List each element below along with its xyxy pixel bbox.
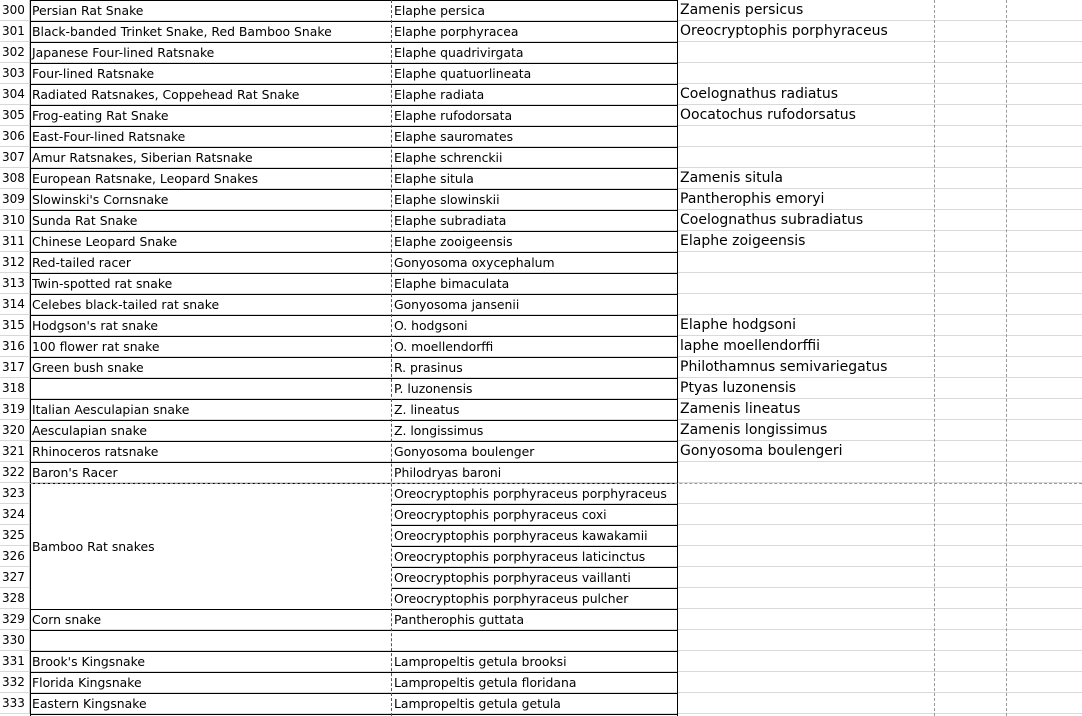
row-header[interactable]: 323 <box>0 483 30 504</box>
cell-c[interactable] <box>678 651 934 672</box>
cell-e[interactable] <box>1006 273 1082 294</box>
page-break-line <box>30 483 1082 484</box>
cell-c[interactable] <box>678 630 934 651</box>
cell-border <box>30 399 678 400</box>
cell-d[interactable] <box>934 105 1006 126</box>
table-row <box>0 252 1082 273</box>
row-header[interactable]: 322 <box>0 462 30 483</box>
table-row <box>0 441 1082 462</box>
scientific-name: Lampropeltis getula getula <box>394 696 561 711</box>
common-name: Black-banded Trinket Snake, Red Bamboo Snake <box>32 24 332 39</box>
cell-c[interactable] <box>678 126 934 147</box>
cell-e[interactable] <box>1006 630 1082 651</box>
cell-border <box>392 504 678 505</box>
scientific-name: Oreocryptophis porphyraceus kawakamii <box>394 528 648 543</box>
common-name: Four-lined Ratsnake <box>32 66 155 81</box>
cell-e[interactable] <box>1006 210 1082 231</box>
cell-d[interactable] <box>934 273 1006 294</box>
cell-d[interactable] <box>934 252 1006 273</box>
row-header[interactable]: 302 <box>0 42 30 63</box>
row-header[interactable]: 311 <box>0 231 30 252</box>
row-header[interactable]: 314 <box>0 294 30 315</box>
row-header[interactable]: 333 <box>0 693 30 714</box>
cell-c[interactable] <box>678 252 934 273</box>
common-name: Twin-spotted rat snake <box>32 276 173 291</box>
cell-e[interactable] <box>1006 693 1082 714</box>
scientific-name: R. prasinus <box>394 360 463 375</box>
scientific-name: Oreocryptophis porphyraceus coxi <box>394 507 607 522</box>
cell-d[interactable] <box>934 630 1006 651</box>
cell-border <box>30 336 678 337</box>
row-header[interactable]: 330 <box>0 630 30 651</box>
cell-c[interactable] <box>678 693 934 714</box>
cell-c[interactable] <box>678 63 934 84</box>
current-name: Elaphe hodgsoni <box>680 317 796 333</box>
cell-c[interactable] <box>678 273 934 294</box>
cell-e[interactable] <box>1006 0 1082 21</box>
scientific-name: Elaphe bimaculata <box>394 276 510 291</box>
table-row <box>0 693 1082 714</box>
scientific-name: P. luzonensis <box>394 381 473 396</box>
scientific-name: Gonyosoma jansenii <box>394 297 520 312</box>
cell-e[interactable] <box>1006 105 1082 126</box>
cell-border <box>30 378 678 379</box>
current-name: Pantherophis emoryi <box>680 191 825 207</box>
common-name: Rhinoceros ratsnake <box>32 444 159 459</box>
cell-border <box>30 714 678 715</box>
cell-d[interactable] <box>934 525 1006 546</box>
cell-border <box>30 21 678 22</box>
table-row <box>0 105 1082 126</box>
row-header[interactable]: 307 <box>0 147 30 168</box>
scientific-name: Lampropeltis getula floridana <box>394 675 577 690</box>
cell-border <box>30 609 678 610</box>
current-name: Oreocryptophis porphyraceus <box>680 23 888 39</box>
scientific-name: Elaphe schrenckii <box>394 150 503 165</box>
common-name: Eastern Kingsnake <box>32 696 147 711</box>
column-border <box>30 0 31 716</box>
row-header[interactable]: 318 <box>0 378 30 399</box>
scientific-name: Elaphe rufodorsata <box>394 108 513 123</box>
cell-e[interactable] <box>1006 315 1082 336</box>
cell-e[interactable] <box>1006 126 1082 147</box>
cell-border <box>30 462 678 463</box>
common-name: Radiated Ratsnakes, Coppehead Rat Snake <box>32 87 300 102</box>
scientific-name: Elaphe quadrivirgata <box>394 45 524 60</box>
cell-d[interactable] <box>934 378 1006 399</box>
common-name: Slowinski's Cornsnake <box>32 192 169 207</box>
row-header[interactable]: 320 <box>0 420 30 441</box>
row-header[interactable]: 310 <box>0 210 30 231</box>
cell-border <box>30 210 678 211</box>
table-row <box>0 336 1082 357</box>
scientific-name: O. hodgsoni <box>394 318 468 333</box>
common-name: Celebes black-tailed rat snake <box>32 297 220 312</box>
cell-c[interactable] <box>678 588 934 609</box>
cell-d[interactable] <box>934 147 1006 168</box>
cell-e[interactable] <box>1006 441 1082 462</box>
common-name: 100 flower rat snake <box>32 339 160 354</box>
cell-e[interactable] <box>1006 420 1082 441</box>
cell-e[interactable] <box>1006 336 1082 357</box>
scientific-name: Elaphe radiata <box>394 87 485 102</box>
cell-border <box>30 189 678 190</box>
cell-d[interactable] <box>934 21 1006 42</box>
column-gridline <box>934 0 935 716</box>
cell-c[interactable] <box>678 672 934 693</box>
row-header[interactable]: 332 <box>0 672 30 693</box>
cell-border <box>30 672 678 673</box>
cell-e[interactable] <box>1006 357 1082 378</box>
row-header[interactable]: 319 <box>0 399 30 420</box>
common-name: Sunda Rat Snake <box>32 213 138 228</box>
cell-d[interactable] <box>934 294 1006 315</box>
cell-d[interactable] <box>934 588 1006 609</box>
table-row <box>0 210 1082 231</box>
common-name: Japanese Four-lined Ratsnake <box>32 45 215 60</box>
cell-b[interactable] <box>392 630 678 651</box>
cell-c[interactable] <box>678 504 934 525</box>
cell-e[interactable] <box>1006 168 1082 189</box>
scientific-name: Oreocryptophis porphyraceus porphyraceus <box>394 486 667 501</box>
scientific-name: Elaphe persica <box>394 3 486 18</box>
cell-d[interactable] <box>934 609 1006 630</box>
table-row <box>0 651 1082 672</box>
current-name: laphe moellendorffii <box>680 338 821 354</box>
row-header[interactable]: 327 <box>0 567 30 588</box>
row-header[interactable]: 301 <box>0 21 30 42</box>
row-header[interactable]: 304 <box>0 84 30 105</box>
common-name: Florida Kingsnake <box>32 675 142 690</box>
cell-e[interactable] <box>1006 546 1082 567</box>
cell-d[interactable] <box>934 546 1006 567</box>
cell-e[interactable] <box>1006 147 1082 168</box>
cell-border <box>30 126 678 127</box>
cell-border <box>30 441 678 442</box>
scientific-name: Elaphe zooigeensis <box>394 234 513 249</box>
table-row <box>0 357 1082 378</box>
common-name: Red-tailed racer <box>32 255 131 270</box>
scientific-name: Elaphe slowinskii <box>394 192 500 207</box>
cell-d[interactable] <box>934 336 1006 357</box>
table-row <box>0 126 1082 147</box>
row-header[interactable]: 306 <box>0 126 30 147</box>
current-name: Oocatochus rufodorsatus <box>680 107 856 123</box>
table-row <box>0 231 1082 252</box>
cell-border <box>30 420 678 421</box>
table-row <box>0 84 1082 105</box>
column-border <box>391 0 392 716</box>
row-header[interactable]: 328 <box>0 588 30 609</box>
cell-border <box>30 63 678 64</box>
cell-d[interactable] <box>934 168 1006 189</box>
row-header[interactable]: 313 <box>0 273 30 294</box>
current-name: Zamenis persicus <box>680 2 804 18</box>
cell-e[interactable] <box>1006 588 1082 609</box>
scientific-name: Lampropeltis getula brooksi <box>394 654 567 669</box>
cell-e[interactable] <box>1006 483 1082 504</box>
table-row <box>0 315 1082 336</box>
cell-d[interactable] <box>934 462 1006 483</box>
scientific-name: Elaphe quatuorlineata <box>394 66 532 81</box>
cell-c[interactable] <box>678 546 934 567</box>
common-name: European Ratsnake, Leopard Snakes <box>32 171 259 186</box>
cell-e[interactable] <box>1006 399 1082 420</box>
common-name: Brook's Kingsnake <box>32 654 146 669</box>
common-name: Aesculapian snake <box>32 423 147 438</box>
current-name: Coelognathus subradiatus <box>680 212 864 228</box>
cell-d[interactable] <box>934 231 1006 252</box>
scientific-name: Elaphe sauromates <box>394 129 514 144</box>
scientific-name: Gonyosoma boulenger <box>394 444 535 459</box>
cell-e[interactable] <box>1006 462 1082 483</box>
scientific-name: Oreocryptophis porphyraceus vaillanti <box>394 570 631 585</box>
cell-d[interactable] <box>934 420 1006 441</box>
cell-border <box>30 168 678 169</box>
common-name: East-Four-lined Ratsnake <box>32 129 186 144</box>
cell-border <box>30 0 678 1</box>
common-name: Italian Aesculapian snake <box>32 402 190 417</box>
common-name: Hodgson's rat snake <box>32 318 159 333</box>
scientific-name: Elaphe porphyracea <box>394 24 519 39</box>
cell-c[interactable] <box>678 147 934 168</box>
common-name: Persian Rat Snake <box>32 3 144 18</box>
cell-d[interactable] <box>934 189 1006 210</box>
row-header[interactable]: 321 <box>0 441 30 462</box>
table-row <box>0 273 1082 294</box>
current-name: Gonyosoma boulengeri <box>680 443 843 459</box>
scientific-name: Philodryas baroni <box>394 465 502 480</box>
row-header[interactable]: 325 <box>0 525 30 546</box>
column-border <box>677 0 678 716</box>
cell-border <box>30 693 678 694</box>
cell-e[interactable] <box>1006 252 1082 273</box>
cell-border <box>30 231 678 232</box>
table-row <box>0 21 1082 42</box>
cell-d[interactable] <box>934 504 1006 525</box>
cell-d[interactable] <box>934 0 1006 21</box>
table-row <box>0 63 1082 84</box>
row-header[interactable]: 305 <box>0 105 30 126</box>
cell-border <box>30 273 678 274</box>
cell-a[interactable] <box>30 378 392 399</box>
cell-d[interactable] <box>934 672 1006 693</box>
row-header[interactable]: 326 <box>0 546 30 567</box>
table-row <box>0 42 1082 63</box>
cell-d[interactable] <box>934 315 1006 336</box>
cell-c[interactable] <box>678 294 934 315</box>
current-name: Zamenis lineatus <box>680 401 801 417</box>
cell-c[interactable] <box>678 483 934 504</box>
cell-e[interactable] <box>1006 63 1082 84</box>
cell-d[interactable] <box>934 210 1006 231</box>
table-row <box>0 147 1082 168</box>
current-name: Zamenis longissimus <box>680 422 828 438</box>
cell-e[interactable] <box>1006 21 1082 42</box>
cell-d[interactable] <box>934 63 1006 84</box>
common-name: Baron's Racer <box>32 465 118 480</box>
scientific-name: Elaphe situla <box>394 171 474 186</box>
row-header[interactable]: 329 <box>0 609 30 630</box>
cell-d[interactable] <box>934 651 1006 672</box>
row-header[interactable]: 308 <box>0 168 30 189</box>
cell-d[interactable] <box>934 42 1006 63</box>
cell-border <box>30 252 678 253</box>
scientific-name: Z. longissimus <box>394 423 484 438</box>
cell-d[interactable] <box>934 399 1006 420</box>
cell-e[interactable] <box>1006 567 1082 588</box>
table-row <box>0 0 1082 21</box>
cell-d[interactable] <box>934 693 1006 714</box>
row-header[interactable]: 324 <box>0 504 30 525</box>
table-row <box>0 609 1082 630</box>
scientific-name: Elaphe subradiata <box>394 213 507 228</box>
scientific-name: Oreocryptophis porphyraceus pulcher <box>394 591 629 606</box>
cell-border <box>30 84 678 85</box>
table-row <box>0 168 1082 189</box>
common-name: Corn snake <box>32 612 102 627</box>
row-header[interactable]: 317 <box>0 357 30 378</box>
cell-e[interactable] <box>1006 378 1082 399</box>
cell-border <box>30 357 678 358</box>
table-row <box>0 420 1082 441</box>
cell-d[interactable] <box>934 84 1006 105</box>
current-name: Elaphe zoigeensis <box>680 233 806 249</box>
scientific-name: O. moellendorffi <box>394 339 494 354</box>
cell-e[interactable] <box>1006 672 1082 693</box>
cell-d[interactable] <box>934 441 1006 462</box>
cell-e[interactable] <box>1006 294 1082 315</box>
column-gridline <box>1006 0 1007 716</box>
cell-d[interactable] <box>934 357 1006 378</box>
common-name: Amur Ratsnakes, Siberian Ratsnake <box>32 150 253 165</box>
cell-e[interactable] <box>1006 609 1082 630</box>
common-name: Green bush snake <box>32 360 144 375</box>
scientific-name: Oreocryptophis porphyraceus laticinctus <box>394 549 646 564</box>
table-row <box>0 294 1082 315</box>
scientific-name: Gonyosoma oxycephalum <box>394 255 555 270</box>
scientific-name: Pantherophis guttata <box>394 612 525 627</box>
row-header[interactable]: 309 <box>0 189 30 210</box>
merged-cell-label: Bamboo Rat snakes <box>32 539 155 554</box>
cell-c[interactable] <box>678 42 934 63</box>
cell-border <box>392 546 678 547</box>
common-name: Chinese Leopard Snake <box>32 234 178 249</box>
cell-c[interactable] <box>678 462 934 483</box>
cell-border <box>30 294 678 295</box>
common-name: Frog-eating Rat Snake <box>32 108 169 123</box>
cell-a[interactable] <box>30 630 392 651</box>
cell-e[interactable] <box>1006 504 1082 525</box>
row-header[interactable]: 300 <box>0 0 30 21</box>
cell-e[interactable] <box>1006 42 1082 63</box>
cell-c[interactable] <box>678 525 934 546</box>
cell-d[interactable] <box>934 567 1006 588</box>
cell-e[interactable] <box>1006 189 1082 210</box>
cell-border <box>30 105 678 106</box>
cell-border <box>30 651 678 652</box>
cell-border <box>30 630 678 631</box>
row-header[interactable]: 316 <box>0 336 30 357</box>
row-header[interactable]: 303 <box>0 63 30 84</box>
scientific-name: Z. lineatus <box>394 402 460 417</box>
cell-border <box>30 315 678 316</box>
cell-e[interactable] <box>1006 84 1082 105</box>
cell-d[interactable] <box>934 126 1006 147</box>
row-header[interactable]: 331 <box>0 651 30 672</box>
cell-e[interactable] <box>1006 231 1082 252</box>
row-header[interactable]: 312 <box>0 252 30 273</box>
cell-border <box>392 567 678 568</box>
current-name: Zamenis situla <box>680 170 783 186</box>
row-header[interactable]: 315 <box>0 315 30 336</box>
cell-e[interactable] <box>1006 651 1082 672</box>
cell-border <box>30 147 678 148</box>
current-name: Ptyas luzonensis <box>680 380 797 396</box>
cell-c[interactable] <box>678 609 934 630</box>
cell-border <box>30 42 678 43</box>
table-row <box>0 672 1082 693</box>
cell-border <box>392 588 678 589</box>
table-row <box>0 399 1082 420</box>
table-row <box>0 378 1082 399</box>
table-row <box>0 462 1082 483</box>
cell-c[interactable] <box>678 567 934 588</box>
cell-e[interactable] <box>1006 525 1082 546</box>
current-name: Coelognathus radiatus <box>680 86 839 102</box>
cell-d[interactable] <box>934 483 1006 504</box>
table-row <box>0 630 1082 651</box>
cell-border <box>392 525 678 526</box>
table-row <box>0 189 1082 210</box>
current-name: Philothamnus semivariegatus <box>680 359 888 375</box>
